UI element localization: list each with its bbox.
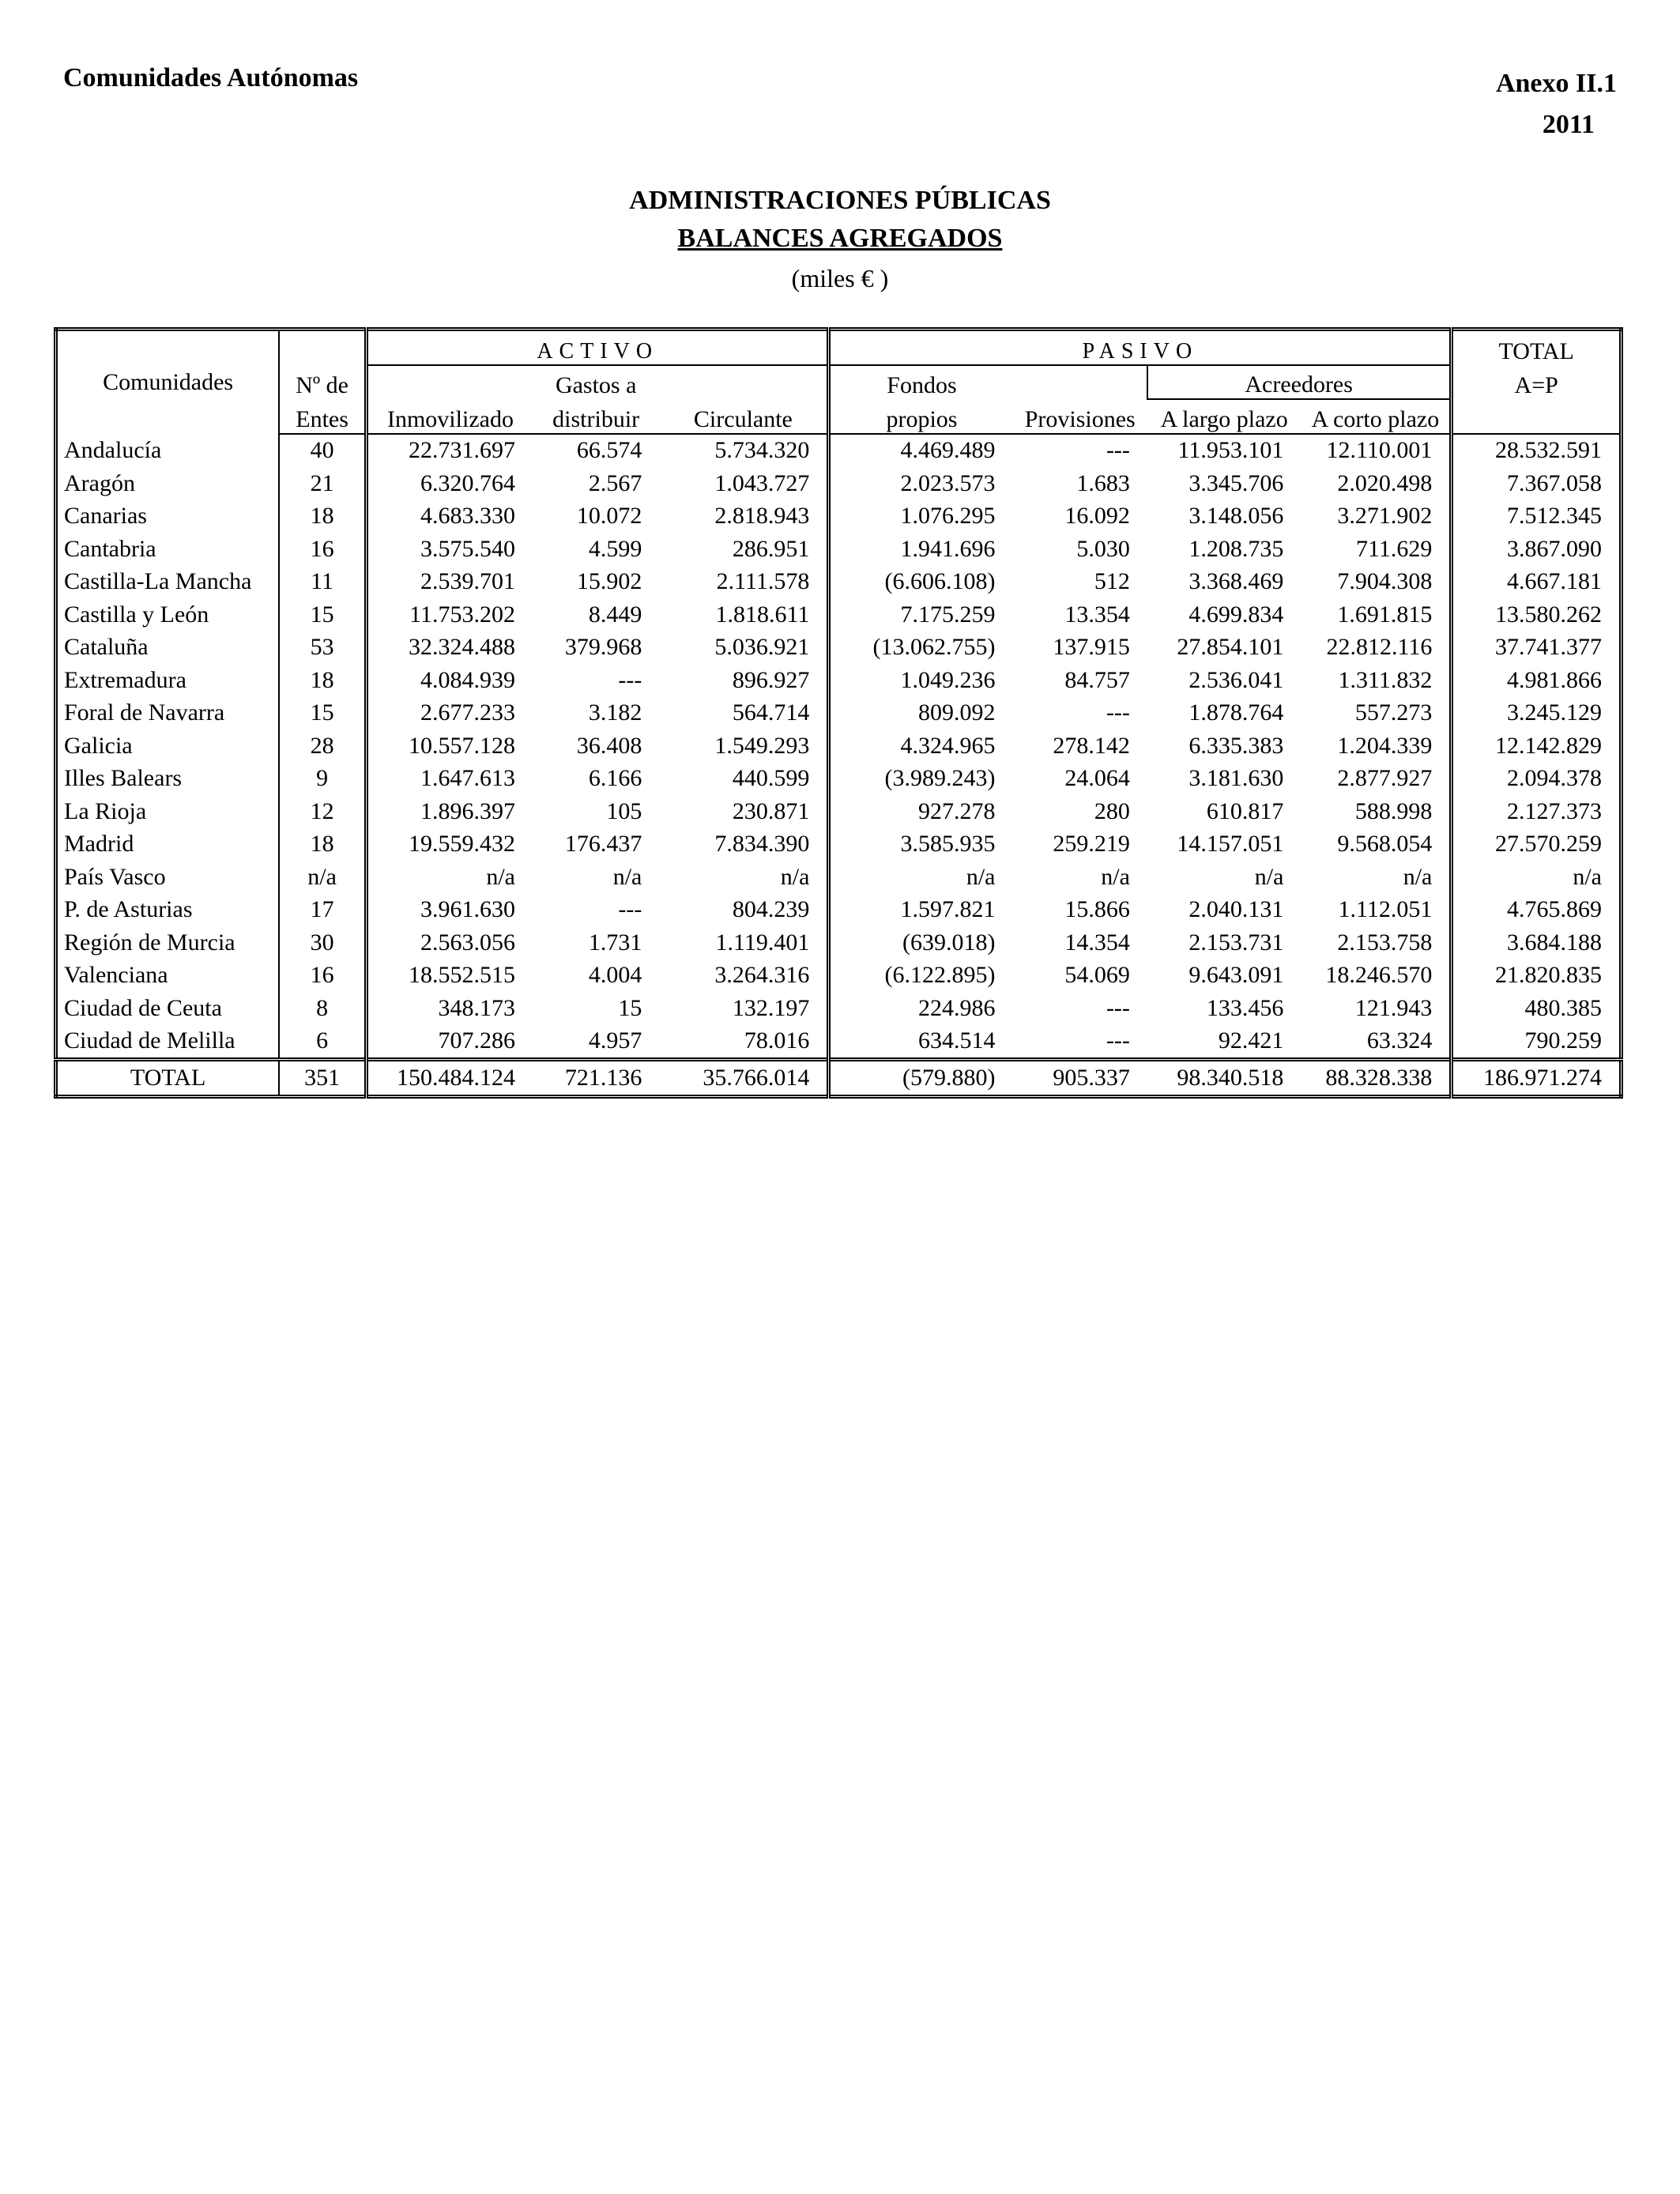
row-largo-plazo: 27.854.101	[1177, 634, 1284, 661]
row-largo-plazo: 3.181.630	[1188, 765, 1284, 792]
row-entes: 8	[279, 992, 366, 1025]
balance-table	[54, 327, 1623, 1099]
row-total: 13.580.262	[1452, 598, 1622, 631]
row-inmovilizado: 2.677.233	[420, 699, 515, 726]
row-corto-plazo: n/a	[1301, 861, 1451, 894]
table-row	[56, 959, 1622, 993]
col-gastos-1: Gastos a	[555, 372, 637, 398]
row-gastos: n/a	[612, 863, 642, 890]
table-head	[56, 330, 1622, 434]
row-provisiones: 280	[1094, 797, 1130, 824]
row-gastos: 15.902	[576, 568, 642, 595]
row-corto-plazo: 1.112.051	[1301, 894, 1451, 927]
row-provisiones: 15.866	[1064, 896, 1130, 923]
row-entes: 18	[279, 664, 366, 697]
units-label: (miles € )	[791, 264, 889, 292]
row-gastos: 379.968	[564, 634, 642, 661]
row-gastos: 1.731	[588, 929, 642, 956]
row-fondos: (3.989.243)	[829, 763, 1013, 796]
row-entes: 6	[279, 1025, 366, 1060]
row-total: 3.684.188	[1452, 926, 1622, 959]
row-entes: n/a	[279, 861, 366, 894]
row-largo-plazo: 1.878.764	[1188, 699, 1284, 726]
row-inmovilizado: 19.559.432	[408, 831, 515, 858]
row-total: 4.981.866	[1452, 664, 1622, 697]
row-inmovilizado: 22.731.697	[408, 437, 515, 464]
empty-cell	[1013, 365, 1147, 400]
col-comunidades: Comunidades	[56, 330, 280, 434]
row-largo-plazo: 11.953.101	[1177, 437, 1284, 464]
row-total: 21.820.835	[1452, 959, 1622, 993]
row-gastos: 3.182	[588, 699, 642, 726]
table-row	[56, 434, 1622, 468]
row-entes: 53	[279, 631, 366, 665]
row-entes: 15	[279, 598, 366, 631]
row-fondos: (6.606.108)	[829, 566, 1013, 599]
col-total-1: TOTAL	[1452, 330, 1622, 365]
row-provisiones: 512	[1094, 568, 1130, 595]
row-circulante: 1.043.727	[714, 469, 810, 496]
row-total: 3.867.090	[1452, 533, 1622, 566]
table-row	[56, 500, 1622, 533]
row-gastos: 4.599	[588, 535, 642, 562]
row-name: Extremadura	[56, 664, 280, 697]
row-circulante: 3.264.316	[714, 962, 810, 989]
row-name: Illes Balears	[56, 763, 280, 796]
table-row	[56, 664, 1622, 697]
row-circulante: 5.734.320	[714, 437, 810, 464]
row-fondos: 4.469.489	[829, 434, 1013, 468]
row-gastos: 105	[606, 797, 642, 824]
row-inmovilizado: n/a	[486, 863, 515, 890]
col-largo-plazo: A largo plazo	[1147, 399, 1301, 434]
row-fondos: 1.076.295	[829, 500, 1013, 533]
row-name: Aragón	[56, 467, 280, 500]
row-provisiones: 54.069	[1064, 962, 1130, 989]
row-provisiones: ---	[1106, 1027, 1130, 1054]
total-row	[56, 1060, 1622, 1097]
page-subtitle: BALANCES AGREGADOS	[677, 224, 1003, 253]
row-provisiones: 1.683	[1076, 469, 1130, 496]
table-row	[56, 861, 1622, 894]
row-circulante: 564.714	[732, 699, 810, 726]
table-body	[56, 434, 1622, 1060]
row-fondos: 3.585.935	[829, 828, 1013, 861]
table-row	[56, 828, 1622, 861]
row-total: 12.142.829	[1452, 729, 1622, 763]
row-fondos: 809.092	[829, 697, 1013, 730]
header-row-2	[56, 365, 1622, 400]
row-inmovilizado: 1.896.397	[420, 797, 515, 824]
row-name: La Rioja	[56, 795, 280, 828]
row-provisiones: 84.757	[1064, 666, 1130, 693]
row-largo-plazo: 2.153.731	[1188, 929, 1284, 956]
row-inmovilizado: 2.539.701	[420, 568, 515, 595]
row-fondos: n/a	[829, 861, 1013, 894]
group-pasivo: PASIVO	[829, 330, 1452, 365]
row-total: 28.532.591	[1452, 434, 1622, 468]
header-right	[1496, 63, 1617, 145]
row-largo-plazo: 1.208.735	[1188, 535, 1284, 562]
table-row	[56, 1025, 1622, 1060]
row-gastos: 10.072	[576, 503, 642, 530]
row-fondos: (13.062.755)	[829, 631, 1013, 665]
col-entes-top	[279, 330, 366, 365]
col-provisiones: Provisiones	[1013, 399, 1147, 434]
row-inmovilizado: 10.557.128	[408, 732, 515, 759]
row-corto-plazo: 2.153.758	[1301, 926, 1451, 959]
table-foot	[56, 1060, 1622, 1097]
row-largo-plazo: 6.335.383	[1188, 732, 1284, 759]
row-total: 4.765.869	[1452, 894, 1622, 927]
row-name: Cataluña	[56, 631, 280, 665]
row-fondos: (6.122.895)	[829, 959, 1013, 993]
row-name: Canarias	[56, 500, 280, 533]
row-total: 27.570.259	[1452, 828, 1622, 861]
empty-cell	[659, 365, 829, 400]
row-provisiones: 278.142	[1053, 732, 1130, 759]
table-row	[56, 566, 1622, 599]
row-inmovilizado: 4.683.330	[420, 503, 515, 530]
row-total: 37.741.377	[1452, 631, 1622, 665]
row-inmovilizado: 3.575.540	[420, 535, 515, 562]
row-inmovilizado: 1.647.613	[420, 765, 515, 792]
row-total: 2.094.378	[1452, 763, 1622, 796]
page-title: ADMINISTRACIONES PÚBLICAS	[629, 186, 1051, 215]
row-corto-plazo: 12.110.001	[1301, 434, 1451, 468]
table-row	[56, 763, 1622, 796]
row-provisiones: 259.219	[1053, 831, 1130, 858]
row-gastos: ---	[618, 896, 642, 923]
row-gastos: 6.166	[588, 765, 642, 792]
total-row-gastos: 721.136	[533, 1060, 659, 1097]
row-name: Castilla y León	[56, 598, 280, 631]
row-corto-plazo: 9.568.054	[1301, 828, 1451, 861]
col-acreedores: Acreedores	[1147, 365, 1452, 400]
table-row	[56, 533, 1622, 566]
annex-label: Anexo II.1	[1495, 69, 1617, 98]
header-left: Comunidades Autónomas	[63, 63, 359, 92]
row-corto-plazo: 3.271.902	[1301, 500, 1451, 533]
row-circulante: 230.871	[732, 797, 810, 824]
row-gastos: 4.957	[588, 1027, 642, 1054]
col-circulante: Circulante	[659, 399, 829, 434]
row-name: Madrid	[56, 828, 280, 861]
row-corto-plazo: 1.311.832	[1301, 664, 1451, 697]
row-entes: 40	[279, 434, 366, 468]
row-circulante: 132.197	[732, 994, 810, 1021]
row-largo-plazo: 2.536.041	[1188, 666, 1284, 693]
row-corto-plazo: 7.904.308	[1301, 566, 1451, 599]
col-fondos-1: Fondos	[829, 365, 1013, 400]
row-provisiones: ---	[1106, 437, 1130, 464]
table-row	[56, 729, 1622, 763]
row-fondos: 1.049.236	[829, 664, 1013, 697]
total-row-fondos: (579.880)	[829, 1060, 1013, 1097]
row-circulante: 1.818.611	[715, 601, 810, 628]
row-provisiones: ---	[1106, 994, 1130, 1021]
row-circulante: 78.016	[744, 1027, 810, 1054]
row-name: Galicia	[56, 729, 280, 763]
row-corto-plazo: 22.812.116	[1301, 631, 1451, 665]
row-circulante: n/a	[780, 863, 810, 890]
row-total: 3.245.129	[1452, 697, 1622, 730]
row-name: Ciudad de Ceuta	[56, 992, 280, 1025]
total-row-provisiones: 905.337	[1013, 1060, 1147, 1097]
row-inmovilizado: 4.084.939	[420, 666, 515, 693]
row-fondos: 1.597.821	[829, 894, 1013, 927]
row-entes: 11	[279, 566, 366, 599]
row-name: Ciudad de Melilla	[56, 1025, 280, 1060]
row-name: Andalucía	[56, 434, 280, 468]
row-corto-plazo: 557.273	[1301, 697, 1451, 730]
row-name: P. de Asturias	[56, 894, 280, 927]
col-corto-plazo: A corto plazo	[1301, 399, 1451, 434]
row-entes: 16	[279, 959, 366, 993]
row-circulante: 896.927	[732, 666, 810, 693]
row-total: 480.385	[1452, 992, 1622, 1025]
row-entes: 21	[279, 467, 366, 500]
table-row	[56, 894, 1622, 927]
row-inmovilizado: 32.324.488	[408, 634, 515, 661]
row-largo-plazo: 2.040.131	[1188, 896, 1284, 923]
group-activo: ACTIVO	[366, 330, 828, 365]
row-corto-plazo: 588.998	[1301, 795, 1451, 828]
row-total: 2.127.373	[1452, 795, 1622, 828]
row-name: Región de Murcia	[56, 926, 280, 959]
table-row	[56, 598, 1622, 631]
row-gastos: ---	[618, 666, 642, 693]
row-corto-plazo: 1.204.339	[1301, 729, 1451, 763]
row-circulante: 1.549.293	[714, 732, 810, 759]
col-entes-2: Entes	[279, 399, 366, 434]
year-label: 2011	[1542, 110, 1595, 139]
row-entes: 17	[279, 894, 366, 927]
row-gastos: 15	[618, 994, 642, 1021]
row-largo-plazo: 4.699.834	[1188, 601, 1284, 628]
row-gastos: 2.567	[588, 469, 642, 496]
row-largo-plazo: 9.643.091	[1188, 962, 1284, 989]
row-entes: 15	[279, 697, 366, 730]
row-entes: 9	[279, 763, 366, 796]
row-total: 4.667.181	[1452, 566, 1622, 599]
row-entes: 12	[279, 795, 366, 828]
row-entes: 18	[279, 500, 366, 533]
row-name: Castilla-La Mancha	[56, 566, 280, 599]
row-gastos: 4.004	[588, 962, 642, 989]
balance-table-frame	[54, 327, 1623, 1125]
row-inmovilizado: 348.173	[438, 994, 515, 1021]
row-circulante: 1.119.401	[715, 929, 810, 956]
row-largo-plazo: 92.421	[1218, 1027, 1284, 1054]
total-row-largo-plazo: 98.340.518	[1147, 1060, 1301, 1097]
row-total: 7.367.058	[1452, 467, 1622, 500]
row-corto-plazo: 63.324	[1301, 1025, 1451, 1060]
row-inmovilizado: 11.753.202	[409, 601, 515, 628]
col-entes-1: Nº de	[279, 365, 366, 400]
row-largo-plazo: 133.456	[1206, 994, 1284, 1021]
row-gastos: 176.437	[564, 831, 642, 858]
table-row	[56, 795, 1622, 828]
row-corto-plazo: 1.691.815	[1301, 598, 1451, 631]
row-provisiones: 13.354	[1064, 601, 1130, 628]
total-row-entes: 351	[279, 1060, 366, 1097]
row-entes: 18	[279, 828, 366, 861]
row-provisiones: n/a	[1101, 863, 1130, 890]
row-corto-plazo: 2.020.498	[1301, 467, 1451, 500]
row-largo-plazo: 3.368.469	[1188, 568, 1284, 595]
row-fondos: 7.175.259	[829, 598, 1013, 631]
col-fondos-2: propios	[829, 399, 1013, 434]
row-entes: 28	[279, 729, 366, 763]
row-largo-plazo: n/a	[1254, 863, 1284, 890]
title-block	[0, 182, 1680, 299]
col-gastos-2: distribuir	[533, 399, 659, 434]
group-header-row	[56, 330, 1622, 365]
row-corto-plazo: 711.629	[1301, 533, 1451, 566]
row-entes: 16	[279, 533, 366, 566]
total-row-corto-plazo: 88.328.338	[1301, 1060, 1451, 1097]
row-largo-plazo: 610.817	[1206, 797, 1284, 824]
row-name: Foral de Navarra	[56, 697, 280, 730]
row-inmovilizado: 18.552.515	[408, 962, 515, 989]
table-row	[56, 697, 1622, 730]
row-provisiones: 24.064	[1064, 765, 1130, 792]
total-row-circulante: 35.766.014	[659, 1060, 829, 1097]
row-circulante: 440.599	[732, 765, 810, 792]
row-entes: 30	[279, 926, 366, 959]
row-provisiones: 137.915	[1053, 634, 1130, 661]
row-corto-plazo: 121.943	[1301, 992, 1451, 1025]
row-circulante: 7.834.390	[714, 831, 810, 858]
row-circulante: 286.951	[732, 535, 810, 562]
row-gastos: 36.408	[576, 732, 642, 759]
row-gastos: 66.574	[576, 437, 642, 464]
col-inmovilizado: Inmovilizado	[366, 399, 533, 434]
row-inmovilizado: 707.286	[438, 1027, 515, 1054]
row-provisiones: 5.030	[1076, 535, 1130, 562]
row-circulante: 2.818.943	[714, 503, 810, 530]
row-largo-plazo: 14.157.051	[1177, 831, 1284, 858]
row-fondos: 224.986	[829, 992, 1013, 1025]
row-fondos: 1.941.696	[829, 533, 1013, 566]
row-total: 790.259	[1452, 1025, 1622, 1060]
row-fondos: 634.514	[829, 1025, 1013, 1060]
empty-cell	[366, 365, 533, 400]
row-inmovilizado: 2.563.056	[420, 929, 515, 956]
row-circulante: 804.239	[732, 896, 810, 923]
row-largo-plazo: 3.148.056	[1188, 503, 1284, 530]
row-corto-plazo: 18.246.570	[1301, 959, 1451, 993]
row-fondos: 2.023.573	[829, 467, 1013, 500]
row-largo-plazo: 3.345.706	[1188, 469, 1284, 496]
row-inmovilizado: 6.320.764	[420, 469, 515, 496]
row-fondos: 4.324.965	[829, 729, 1013, 763]
row-name: País Vasco	[56, 861, 280, 894]
col-total-2: A=P	[1452, 365, 1622, 400]
total-row-total: 186.971.274	[1452, 1060, 1622, 1097]
row-corto-plazo: 2.877.927	[1301, 763, 1451, 796]
total-row-name: TOTAL	[56, 1060, 280, 1097]
table-row	[56, 926, 1622, 959]
row-total: 7.512.345	[1452, 500, 1622, 533]
row-provisiones: 14.354	[1064, 929, 1130, 956]
row-name: Cantabria	[56, 533, 280, 566]
empty-cell	[1452, 399, 1622, 434]
row-gastos: 8.449	[588, 601, 642, 628]
row-circulante: 2.111.578	[716, 568, 810, 595]
row-provisiones: 16.092	[1064, 503, 1130, 530]
table-row	[56, 992, 1622, 1025]
table-row	[56, 631, 1622, 665]
header-row-3	[56, 399, 1622, 434]
row-fondos: (639.018)	[829, 926, 1013, 959]
row-circulante: 5.036.921	[714, 634, 810, 661]
table-row	[56, 467, 1622, 500]
row-fondos: 927.278	[829, 795, 1013, 828]
row-name: Valenciana	[56, 959, 280, 993]
row-provisiones: ---	[1106, 699, 1130, 726]
total-row-inmovilizado: 150.484.124	[366, 1060, 533, 1097]
row-inmovilizado: 3.961.630	[420, 896, 515, 923]
row-total: n/a	[1452, 861, 1622, 894]
